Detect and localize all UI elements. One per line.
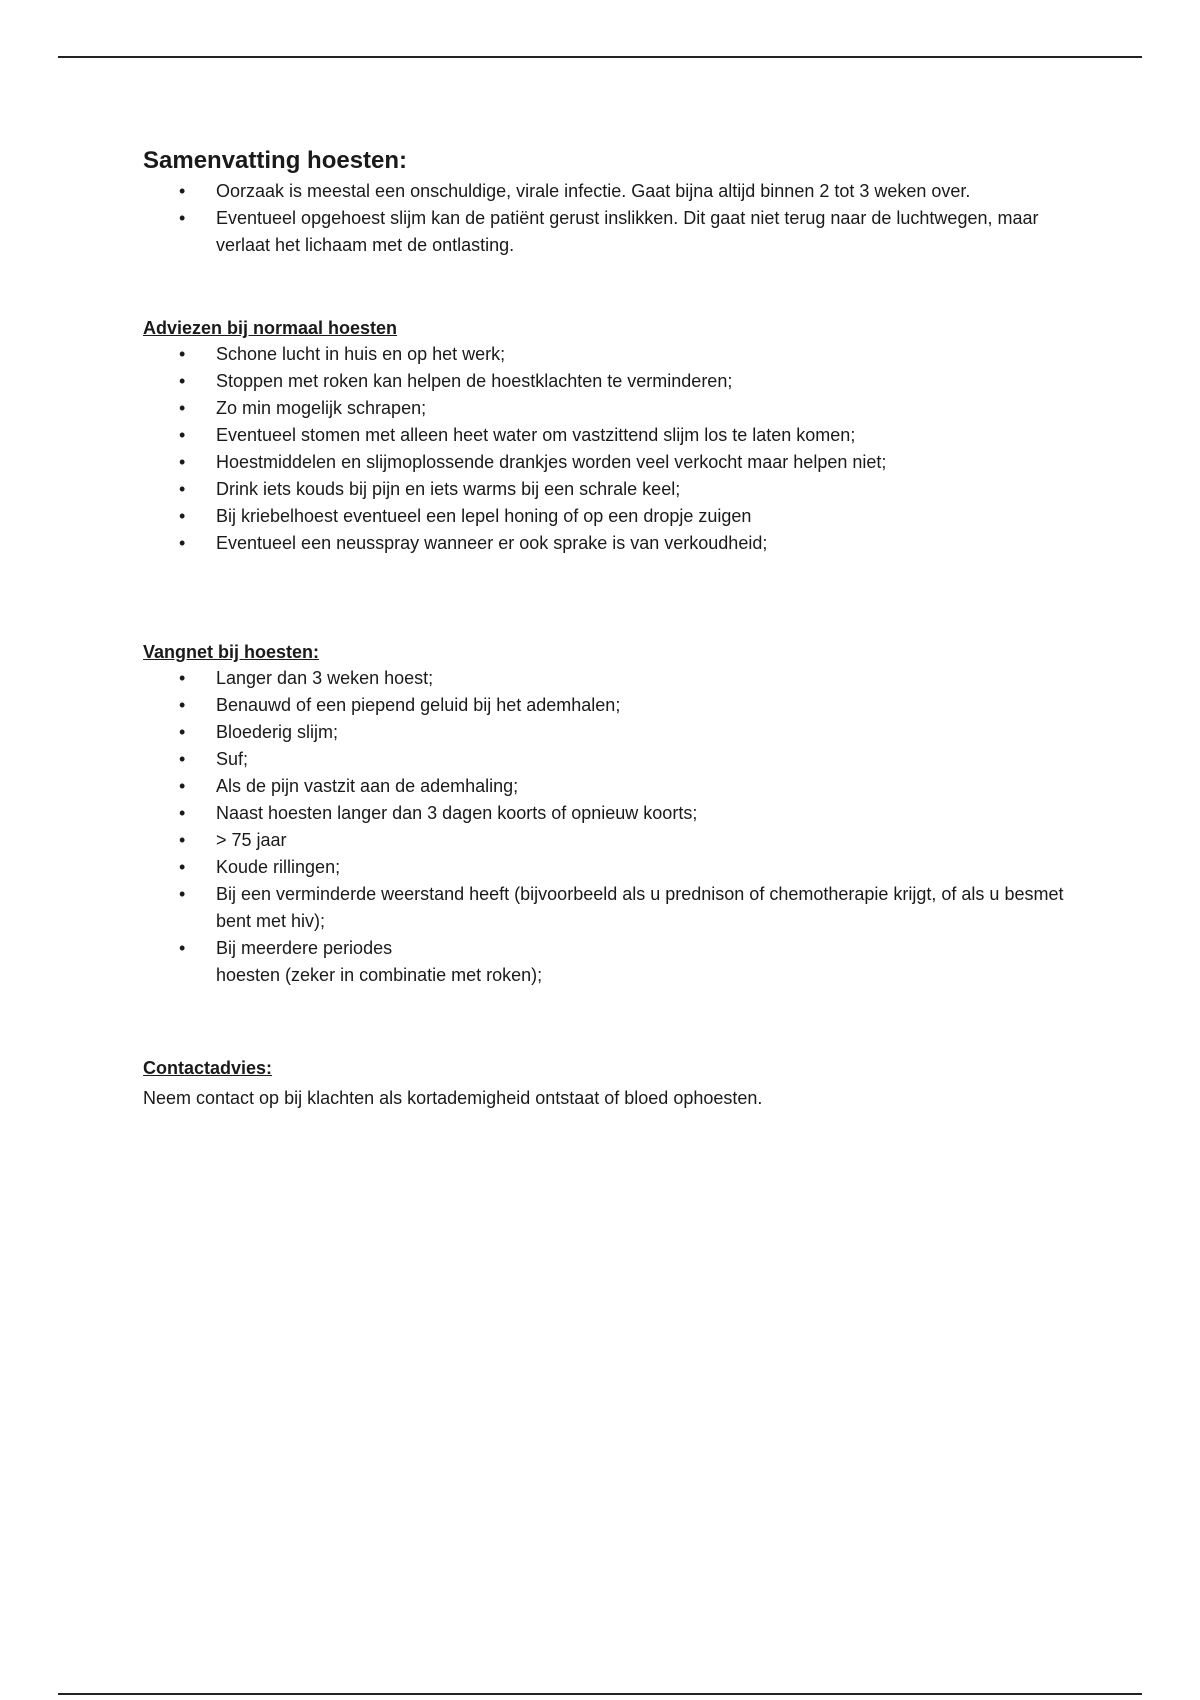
summary-list [143, 178, 1083, 259]
list-item: • Eventueel een neusspray wanneer er ook sprake is van verkoudheid; [143, 530, 1083, 557]
list-item: • Naast hoesten langer dan 3 dagen koorts of opnieuw koorts; [143, 800, 1083, 827]
summary-title: Samenvatting hoesten: [143, 147, 408, 174]
list-item: • Drink iets kouds bij pijn en iets warms bij een schrale keel; [143, 476, 1083, 503]
list-item: • Schone lucht in huis en op het werk; [143, 341, 1083, 368]
list-item: • Eventueel stomen met alleen heet water om vastzittend slijm los te laten komen; [143, 422, 1083, 449]
list-item-line: hoesten (zeker in combinatie met roken); [216, 965, 543, 985]
document-body [143, 146, 1083, 1112]
list-item: • Als de pijn vastzit aan de ademhaling; [143, 773, 1083, 800]
contact-section [143, 1055, 1083, 1112]
advice-list [143, 341, 1083, 557]
list-item: • Oorzaak is meestal een onschuldige, virale infectie. Gaat bijna altijd binnen 2 tot 3 weken over. [143, 178, 1083, 205]
list-item: • Suf; [143, 746, 1083, 773]
list-item: • Zo min mogelijk schrapen; [143, 395, 1083, 422]
header-rule [58, 56, 1142, 58]
list-item: • Hoestmiddelen en slijmoplossende drankjes worden veel verkocht maar helpen niet; [143, 449, 1083, 476]
safety-net-section [143, 639, 1083, 989]
advice-section [143, 315, 1083, 557]
list-item: • Koude rillingen; [143, 854, 1083, 881]
contact-text: Neem contact op bij klachten als kortademigheid ontstaat of bloed ophoesten. [143, 1088, 763, 1108]
list-item: • > 75 jaar [143, 827, 1083, 854]
list-item: • Bloederig slijm; [143, 719, 1083, 746]
advice-heading: Adviezen bij normaal hoesten [143, 318, 398, 338]
safety-net-heading: Vangnet bij hoesten: [143, 642, 320, 662]
contact-heading: Contactadvies: [143, 1058, 273, 1078]
footer-rule [58, 1693, 1142, 1695]
list-item: • Langer dan 3 weken hoest; [143, 665, 1083, 692]
list-item: • Stoppen met roken kan helpen de hoestklachten te verminderen; [143, 368, 1083, 395]
list-item: • Bij kriebelhoest eventueel een lepel honing of op een dropje zuigen [143, 503, 1083, 530]
list-item: • Bij een verminderde weerstand heeft (bijvoorbeeld als u prednison of chemotherapie krijgt, of als u besmet bent met hiv); [143, 881, 1083, 935]
list-item: • Benauwd of een piepend geluid bij het ademhalen; [143, 692, 1083, 719]
list-item: • Eventueel opgehoest slijm kan de patiënt gerust inslikken. Dit gaat niet terug naar de luchtwegen, maar verlaat het lichaam met de ontlasting. [143, 205, 1083, 259]
summary-section [143, 146, 1083, 259]
safety-net-list [143, 665, 1083, 989]
list-item [143, 935, 1083, 989]
list-item-line: • Bij meerdere periodes [216, 938, 393, 958]
